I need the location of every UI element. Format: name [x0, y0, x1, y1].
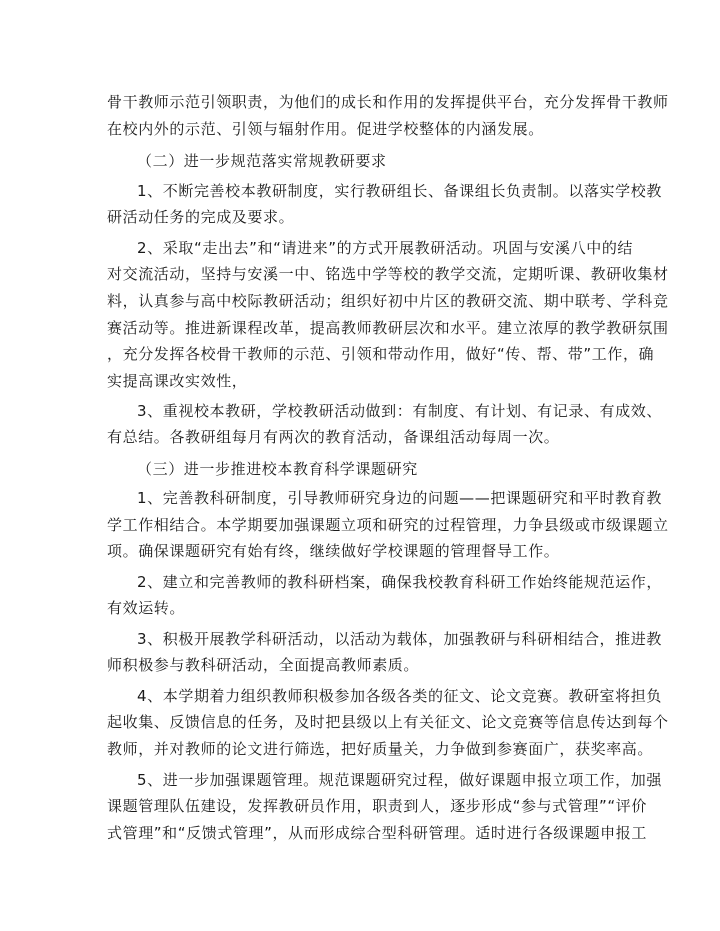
text-line: 式管理”和“反馈式管理”，从而形成综合型科研管理。适时进行各级课题申报工 [107, 824, 647, 842]
text-line: 起收集、反馈信息的任务，及时把县级以上有关征文、论文竞赛等信息传达到每个 [107, 713, 669, 731]
section-heading: （三）进一步推进校本教育科学课题研究 [137, 460, 418, 478]
text-line: 4、本学期着力组织教师积极参加各级各类的征文、论文竞赛。教研室将担负 [137, 687, 662, 705]
text-line: 2、采取“走出去”和“请进来”的方式开展教研活动。巩固与安溪八中的结 [137, 239, 634, 257]
text-line: 3、重视校本教研，学校教研活动做到：有制度、有计划、有记录、有成效、 [137, 402, 662, 420]
section-heading: （二）进一步规范落实常规教研要求 [137, 152, 387, 170]
text-line: 教师，并对教师的论文进行筛选，把好质量关，力争做到参赛面广，获奖率高。 [107, 740, 654, 758]
text-line: 学工作相结合。本学期要加强课题立项和研究的过程管理，力争县级或市级课题立 [107, 516, 669, 534]
text-line: 研活动任务的完成及要求。 [107, 208, 295, 226]
text-line: 实提高课改实效性， [107, 372, 248, 390]
text-line: 2、建立和完善教师的教科研档案，确保我校教育科研工作始终能规范运作， [137, 573, 662, 591]
text-line: 课题管理队伍建设，发挥教研员作用，职责到人，逐步形成“参与式管理”“评价 [107, 797, 647, 815]
text-line: 对交流活动，坚持与安溪一中、铭选中学等校的教学交流，定期听课、教研收集材 [107, 265, 669, 283]
text-line: 3、积极开展教学科研活动，以活动为载体，加强教研与科研相结合，推进教 [137, 630, 662, 648]
text-line: 骨干教师示范引领职责，为他们的成长和作用的发挥提供平台，充分发挥骨干教师 [107, 93, 669, 111]
text-line: 1、不断完善校本教研制度，实行教研组长、备课组长负责制。以落实学校教 [137, 182, 662, 200]
text-line: 在校内外的示范、引领与辐射作用。促进学校整体的内涵发展。 [107, 120, 544, 138]
text-line: ，充分发挥各校骨干教师的示范、引领和带动作用，做好“传、帮、带”工作，确 [107, 345, 655, 363]
text-line: 有总结。各教研组每月有两次的教育活动，备课组活动每周一次。 [107, 428, 560, 446]
text-line: 师积极参与教科研活动，全面提高教师素质。 [107, 656, 420, 674]
text-line: 1、完善教科研制度，引导教师研究身边的问题——把课题研究和平时教育教 [137, 489, 662, 507]
text-line: 赛活动等。推进新课程改革，提高教师教研层次和水平。建立浓厚的教学教研氛围 [107, 319, 669, 337]
text-line: 有效运转。 [107, 599, 186, 617]
text-line: 料，认真参与高中校际教研活动；组织好初中片区的教研交流、期中联考、学科竞 [107, 292, 669, 310]
text-line: 项。确保课题研究有始有终，继续做好学校课题的管理督导工作。 [107, 542, 560, 560]
text-line: 5、进一步加强课题管理。规范课题研究过程，做好课题申报立项工作，加强 [137, 771, 662, 789]
